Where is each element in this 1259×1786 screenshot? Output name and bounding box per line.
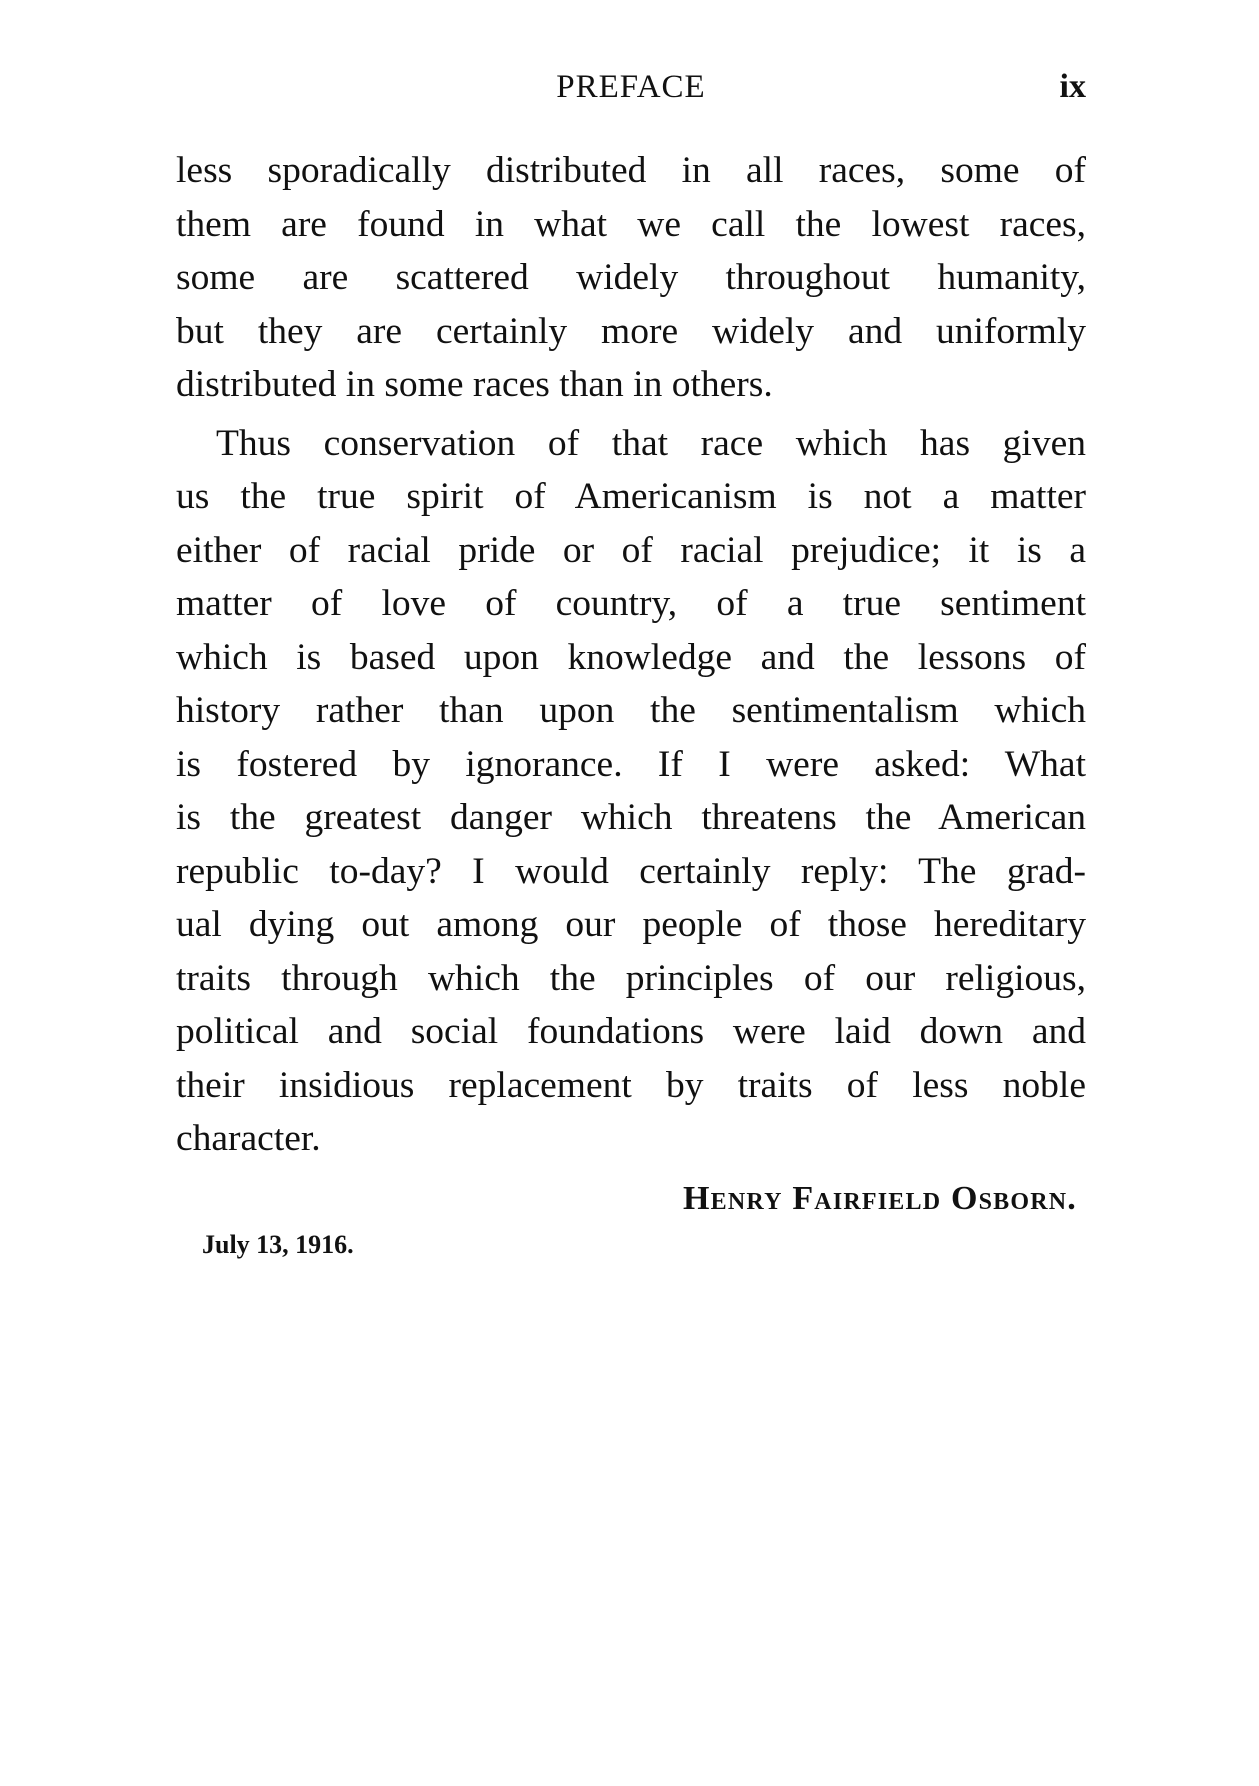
- text-line: character.: [176, 1118, 321, 1159]
- text-line: less sporadically distributed in all races, some of: [176, 150, 1086, 191]
- running-head: [176, 62, 1086, 112]
- text-line: but they are certainly more widely and uniformly: [176, 310, 1086, 352]
- running-title: PREFACE: [556, 69, 706, 105]
- text-line: their insidious replacement by traits of less noble: [176, 1064, 1086, 1106]
- paragraph-2: [176, 417, 1086, 1166]
- paragraph-1: [176, 144, 1086, 412]
- text-line: some are scattered widely throughout humanity,: [176, 257, 1086, 298]
- text-line: traits through which the principles of our religious,: [176, 957, 1086, 999]
- text-line: is fostered by ignorance. If I were asked: What: [176, 743, 1086, 785]
- text-line: ual dying out among our people of those hereditary: [176, 904, 1086, 945]
- text-line: republic to-day? I would certainly reply: The grad-: [176, 850, 1086, 892]
- text-line: matter of love of country, of a true sentiment: [176, 583, 1086, 624]
- text-line: which is based upon knowledge and the lessons of: [176, 636, 1086, 678]
- text-line: political and social foundations were laid down and: [176, 1011, 1086, 1052]
- text-line: them are found in what we call the lowest races,: [176, 203, 1086, 245]
- text-line: Thus conservation of that race which has given: [216, 422, 1086, 464]
- author-signature: Henry Fairfield Osborn.: [683, 1180, 1077, 1217]
- page-number: ix: [1059, 68, 1086, 105]
- text-line: either of racial pride or of racial prejudice; it is a: [176, 529, 1086, 571]
- text-line: us the true spirit of Americanism is not a matter: [176, 476, 1086, 517]
- text-line: history rather than upon the sentimentalism which: [176, 690, 1086, 731]
- text-line: is the greatest danger which threatens the American: [176, 797, 1086, 838]
- text-line: distributed in some races than in others.: [176, 364, 773, 405]
- preface-date: July 13, 1916.: [202, 1230, 354, 1259]
- body-text: [176, 144, 1086, 1166]
